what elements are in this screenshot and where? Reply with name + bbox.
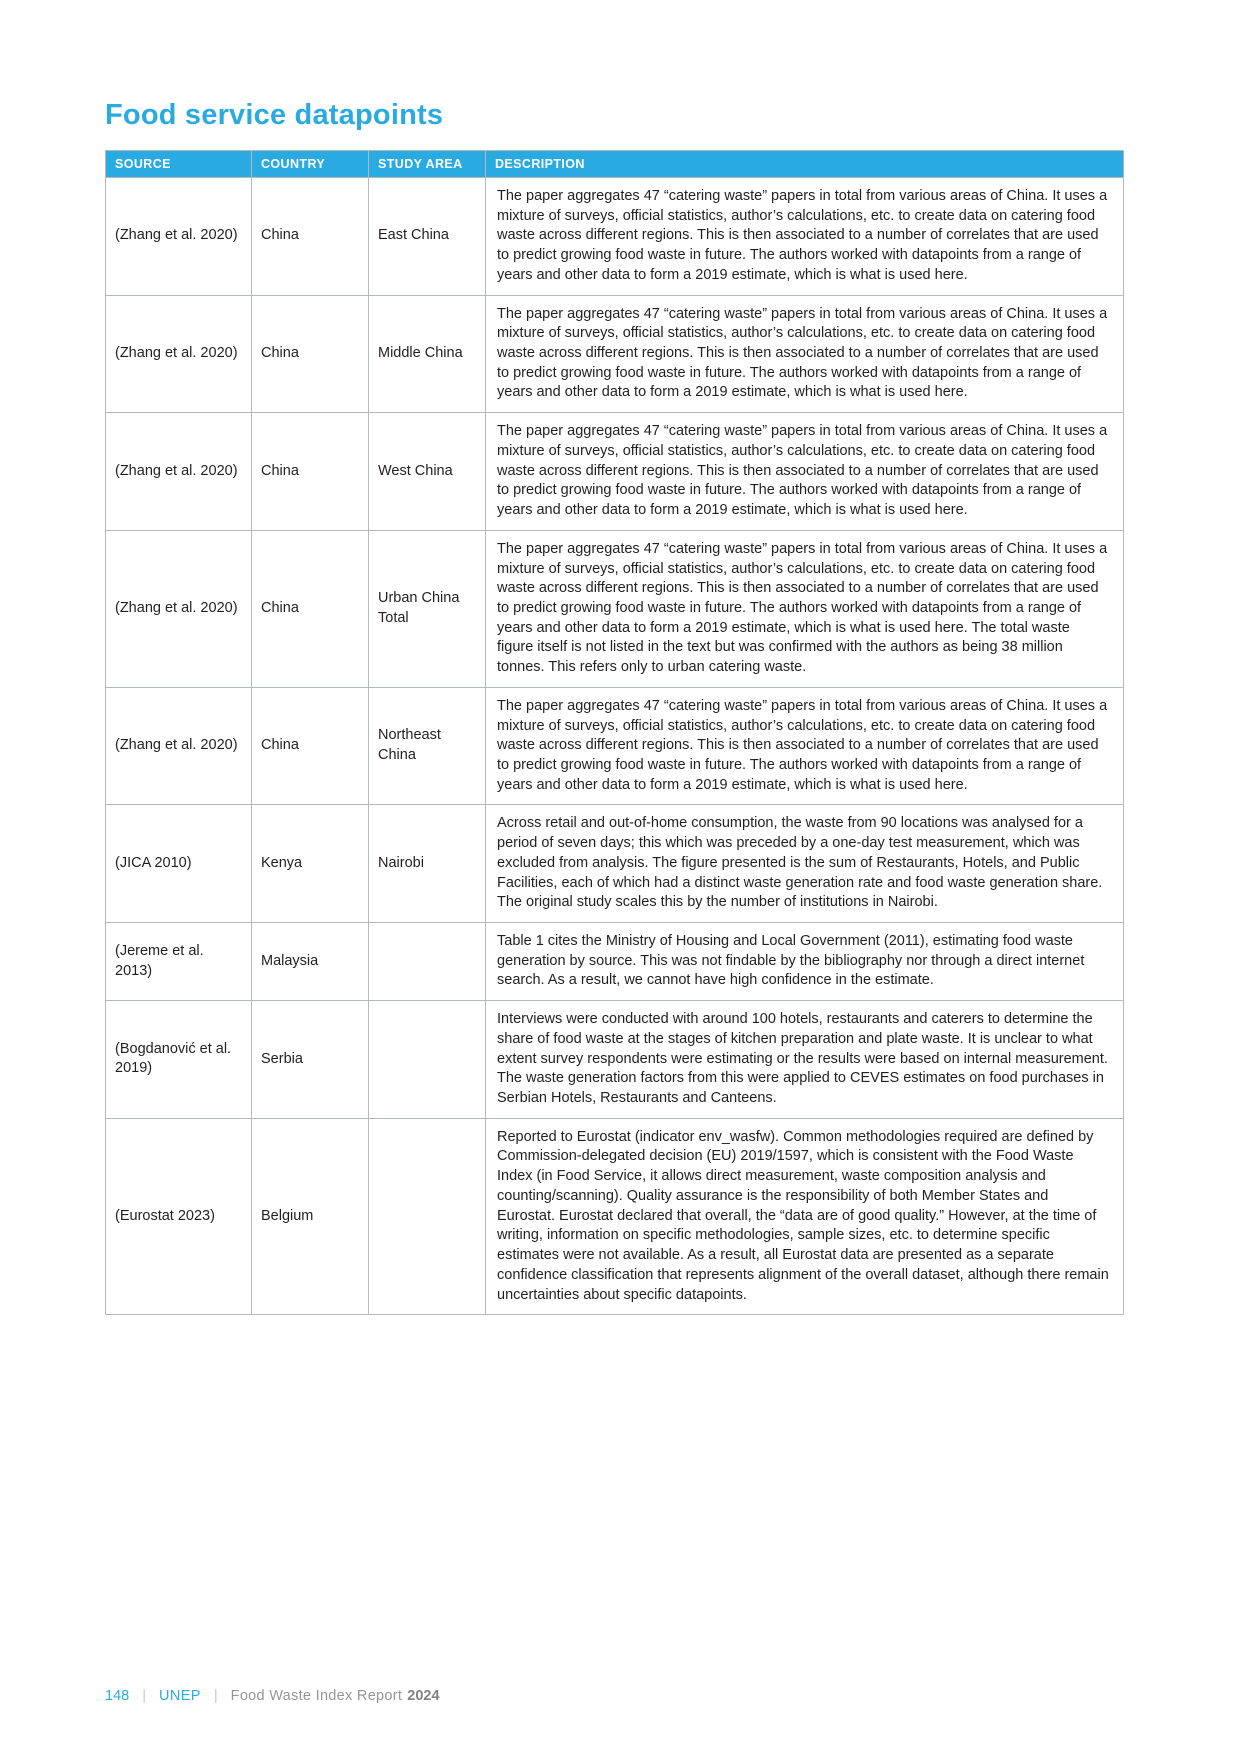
source-cell: (Zhang et al. 2020) [106, 530, 252, 687]
study-area-cell: East China [369, 178, 486, 296]
table-body [106, 178, 1124, 1315]
footer-report-name: Food Waste Index Report [230, 1688, 403, 1704]
table-header [106, 151, 1124, 178]
source-cell: (Bogdanović et al. 2019) [106, 1001, 252, 1119]
footer-report-year: 2024 [407, 1688, 440, 1704]
study-area-cell: Middle China [369, 295, 486, 413]
country-cell: Belgium [252, 1118, 369, 1314]
table-row [106, 805, 1124, 923]
description-cell: The paper aggregates 47 “catering waste” papers in total from various areas of China. It uses a mixture of surveys, official statistics, author’s calculations, etc. to create data on catering food waste across different regions. This is then associated to a number of correlates that are used to predict growing food waste in future. The authors worked with datapoints from a range of years and other data to form a 2019 estimate, which is what is used here. [486, 295, 1124, 413]
country-cell: Malaysia [252, 923, 369, 1001]
study-area-cell [369, 923, 486, 1001]
study-area-cell: Urban China Total [369, 530, 486, 687]
footer-separator: | [142, 1688, 146, 1704]
study-area-cell [369, 1001, 486, 1119]
country-cell: China [252, 295, 369, 413]
source-cell: (JICA 2010) [106, 805, 252, 923]
country-cell: China [252, 687, 369, 805]
study-area-cell [369, 1118, 486, 1314]
table-row [106, 1118, 1124, 1314]
country-cell: Serbia [252, 1001, 369, 1119]
description-cell: Table 1 cites the Ministry of Housing and Local Government (2011), estimating food waste generation by source. This was not findable by the bibliography nor through a direct internet search. As a result, we cannot have high confidence in the estimate. [486, 923, 1124, 1001]
page-content [105, 99, 1123, 1315]
source-cell: (Zhang et al. 2020) [106, 178, 252, 296]
source-cell: (Zhang et al. 2020) [106, 413, 252, 531]
table-row [106, 413, 1124, 531]
column-header-study-area: STUDY AREA [369, 151, 486, 178]
country-cell: Kenya [252, 805, 369, 923]
header-row [106, 151, 1124, 178]
table-row [106, 530, 1124, 687]
column-header-country: COUNTRY [252, 151, 369, 178]
table-row [106, 923, 1124, 1001]
table-row [106, 178, 1124, 296]
description-cell: The paper aggregates 47 “catering waste” papers in total from various areas of China. It uses a mixture of surveys, official statistics, author’s calculations, etc. to create data on catering food waste across different regions. This is then associated to a number of correlates that are used to predict growing food waste in future. The authors worked with datapoints from a range of years and other data to form a 2019 estimate, which is what is used here. [486, 178, 1124, 296]
study-area-cell: Nairobi [369, 805, 486, 923]
description-cell: The paper aggregates 47 “catering waste” papers in total from various areas of China. It uses a mixture of surveys, official statistics, author’s calculations, etc. to create data on catering food waste across different regions. This is then associated to a number of correlates that are used to predict growing food waste in future. The authors worked with datapoints from a range of years and other data to form a 2019 estimate, which is what is used here. [486, 687, 1124, 805]
description-cell: Across retail and out-of-home consumption, the waste from 90 locations was analysed for a period of seven days; this which was preceded by a one-day test measurement, which was excluded from analysis. The figure presented is the sum of Restaurants, Hotels, and Public Facilities, each of which had a distinct waste generation rate and food waste generation share. The original study scales this by the number of institutions in Nairobi. [486, 805, 1124, 923]
footer-org-name: UNEP [158, 1688, 201, 1704]
description-cell: Interviews were conducted with around 100 hotels, restaurants and caterers to determine the share of food waste at the stages of kitchen preparation and plate waste. It is unclear to what extent survey respondents were estimating or the results were based on internal measurement. The waste generation factors from this were applied to CEVES estimates on food purchases in Serbian Hotels, Restaurants and Canteens. [486, 1001, 1124, 1119]
page-footer [105, 1688, 440, 1704]
description-cell: The paper aggregates 47 “catering waste” papers in total from various areas of China. It uses a mixture of surveys, official statistics, author’s calculations, etc. to create data on catering food waste across different regions. This is then associated to a number of correlates that are used to predict growing food waste in future. The authors worked with datapoints from a range of years and other data to form a 2019 estimate, which is what is used here. [486, 413, 1124, 531]
table-row [106, 295, 1124, 413]
description-cell: Reported to Eurostat (indicator env_wasfw). Common methodologies required are defined by Commission-delegated decision (EU) 2019/1597, which is consistent with the Food Waste Index (in Food Service, it allows direct measurement, waste composition analysis and counting/scanning). Quality assurance is the responsibility of both Member States and Eurostat. Eurostat declared that overall, the “data are of good quality.” However, at the time of writing, information on specific methodologies, sample sizes, etc. to determine specific estimates were not available. As a result, all Eurostat data are presented as a separate confidence classification that represents alignment of the overall dataset, although there remain uncertainties about specific datapoints. [486, 1118, 1124, 1314]
source-cell: (Zhang et al. 2020) [106, 687, 252, 805]
page-number: 148 [105, 1688, 130, 1704]
table-row [106, 1001, 1124, 1119]
source-cell: (Jereme et al. 2013) [106, 923, 252, 1001]
study-area-cell: West China [369, 413, 486, 531]
source-cell: (Zhang et al. 2020) [106, 295, 252, 413]
source-cell: (Eurostat 2023) [106, 1118, 252, 1314]
country-cell: China [252, 178, 369, 296]
footer-separator: | [213, 1688, 218, 1704]
country-cell: China [252, 413, 369, 531]
description-cell: The paper aggregates 47 “catering waste” papers in total from various areas of China. It uses a mixture of surveys, official statistics, author’s calculations, etc. to create data on catering food waste across different regions. This is then associated to a number of correlates that are used to predict growing food waste in future. The authors worked with datapoints from a range of years and other data to form a 2019 estimate, which is what is used here. The total waste figure itself is not listed in the text but was confirmed with the authors as being 38 million tonnes. This refers only to urban catering waste. [486, 530, 1124, 687]
page-title: Food service datapoints [105, 99, 444, 131]
country-cell: China [252, 530, 369, 687]
column-header-description: DESCRIPTION [486, 151, 1124, 178]
study-area-cell: Northeast China [369, 687, 486, 805]
food-service-datapoints-table [105, 150, 1124, 1315]
table-row [106, 687, 1124, 805]
column-header-source: SOURCE [106, 151, 252, 178]
